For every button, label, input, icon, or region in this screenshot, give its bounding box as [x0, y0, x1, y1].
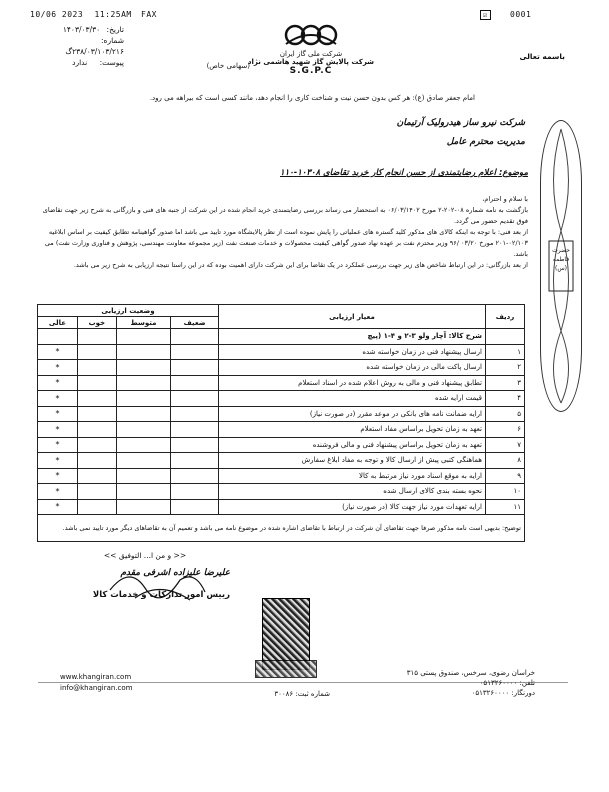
footer-phone: تلفن: ۰۵۱۳۲۶۰۰۰۰ [479, 679, 535, 687]
row-criteria: نحوه بسته بندی کالای ارسال شده [219, 484, 486, 500]
fax-label: FAX [141, 10, 157, 19]
row-criteria: ارایه ضمانت نامه های بانکی در موعد مقرر (در صورت نیاز) [219, 406, 486, 422]
closing: << و من ا... التوفیق >> [103, 551, 187, 560]
table-row [38, 391, 525, 407]
row-criteria: ارایه تعهدات مورد نیاز جهت کالا (در صورت نیاز) [219, 499, 486, 515]
goods-description: شرح کالا: آچار ولو ۳-۲ و ۴-۱ (پیچ [219, 329, 486, 345]
row-number: ۳ [486, 375, 525, 391]
paragraph-2: از بعد فنی: با توجه به اینکه کالای های مذکور کلید گستره های عملیاتی را پایش نموده است از نظر پالایشگاه مورد تایید می باشد اما صدور گواهینامه تطابق کیفیت بر اساس ابلاغیه ۰۲/۱۰۳-۲۰۱ مورخ ۰۳/۲۰ /۹۶ وزیر محترم نفت بر عهده نهاد صدور گواهی کیفیت محصولات و خدمات صنعت نفت (زیر مجموعه معاونت مهندسی، پژوهش و فناوری وزارت نفت) می باشد. [44, 228, 528, 258]
row-criteria: قیمت ارایه شده [219, 391, 486, 407]
evaluation-table [37, 304, 525, 542]
row-number: ۱۰ [486, 484, 525, 500]
table-row [38, 406, 525, 422]
level-weak: ضعیف [171, 317, 219, 329]
header-status: وضعیت ارزیابی [38, 305, 219, 317]
row-criteria: تعهد به زمان تحویل براساس مفاد استعلام [219, 422, 486, 438]
company-line2: شرکت پالایش گاز شهید هاشمی نژاد [247, 58, 375, 66]
fax-time: 11:25AM [94, 10, 132, 19]
row-number: ۲ [486, 360, 525, 376]
stamp-small [255, 660, 317, 678]
row-number: ۱۱ [486, 499, 525, 515]
fax-date: 10/06 2023 [30, 10, 84, 19]
row-criteria: ارسال پاکت مالی در زمان خواسته شده [219, 360, 486, 376]
row-number: ۸ [486, 453, 525, 469]
row-number: ۶ [486, 422, 525, 438]
row-criteria: تطابق پیشنهاد فنی و مالی به روش اعلام شده در اسناد استعلام [219, 375, 486, 391]
row-mark: * [38, 391, 78, 407]
row-mark: * [38, 360, 78, 376]
date-value: ۱۴۰۳/۰۳/۳۰ [62, 25, 101, 34]
row-criteria: تعهد به زمان تحویل براساس پیشنهاد فنی و مالی فروشنده [219, 437, 486, 453]
note-row [38, 515, 525, 542]
table-row [38, 437, 525, 453]
fax-page-number: 0001 [510, 10, 532, 19]
level-good: خوب [77, 317, 116, 329]
row-number: ۷ [486, 437, 525, 453]
nigc-logo-icon [281, 24, 341, 46]
table-row [38, 453, 525, 469]
greeting: با سلام و احترام، [482, 195, 528, 203]
company-line1: شرکت ملی گاز ایران [279, 50, 343, 58]
table-row [38, 422, 525, 438]
row-mark: * [38, 468, 78, 484]
row-mark: * [38, 499, 78, 515]
basmala-text: باسمه تعالی [519, 52, 565, 61]
signatory-name: علیرضا علیزاده اشرفی مقدم [120, 568, 230, 578]
row-number: ۹ [486, 468, 525, 484]
header-row-number: ردیف [486, 305, 525, 329]
table-row [38, 499, 525, 515]
row-number: ۴ [486, 391, 525, 407]
row-mark: * [38, 344, 78, 360]
fax-icon: ☑ [480, 10, 491, 20]
company-header [246, 24, 376, 76]
row-mark: * [38, 406, 78, 422]
row-number: ۵ [486, 406, 525, 422]
table-row [38, 360, 525, 376]
paragraph-3: از بعد بازرگانی: در این ارتباط شاخص های زیر جهت بررسی عملکرد در یک تقاضا برای این شرکت دارای اهمیت بوده که در این راستا نتیجه ارزیابی به شرح زیر می باشد. [73, 261, 528, 269]
table-note: توضیح: بدیهی است نامه مذکور صرفا جهت تقاضای آن شرکت در ارتباط با تقاضای اشاره شده در موضوع نامه می باشد و تعمیم آن به تقاضاهای دیگر مورد تایید نمی باشد. [38, 515, 525, 542]
header-criteria: معیار ارزیابی [219, 305, 486, 329]
recipient-company: شرکت نیرو ساز هیدرولیک آرتیمان [396, 118, 525, 128]
basmala [430, 52, 565, 61]
goods-row [38, 329, 525, 345]
letter-body [40, 194, 528, 271]
table-row [38, 375, 525, 391]
row-criteria: ارایه به موقع اسناد مورد نیاز مرتبط به کالا [219, 468, 486, 484]
ornament-text: حضرت فاطمه (س) [552, 247, 570, 272]
footer-contact [60, 672, 133, 694]
company-acronym: S.G.P.C [289, 66, 333, 76]
level-excellent: عالی [38, 317, 78, 329]
letter-meta [42, 24, 124, 68]
date-label: تاریخ: [106, 25, 124, 34]
side-ornament [540, 120, 582, 412]
row-criteria: ارسال پیشنهاد فنی در زمان خواسته شده [219, 344, 486, 360]
table-row [38, 468, 525, 484]
signatory-title: رییس امور تدارکات و خدمات کالا [92, 590, 230, 600]
row-mark: * [38, 484, 78, 500]
hadith: امام جعفر صادق (ع): هر کس بدون حسن نیت و شناخت کاری را انجام دهد، مانند کسی است که بیراهه می رود. [149, 94, 475, 102]
recipient-title: مدیریت محترم عامل [446, 137, 525, 147]
row-mark: * [38, 375, 78, 391]
footer-reg: شماره ثبت: ۳۰۰۸۶ [274, 690, 330, 698]
row-number: ۱ [486, 344, 525, 360]
number-label: شماره: [101, 36, 124, 45]
footer-address-block [395, 668, 535, 698]
table-row [38, 484, 525, 500]
footer-address: خراسان رضوی، سرخس، صندوق پستی ۳۱۵ [406, 669, 535, 677]
attachment-label: پیوست: [99, 58, 124, 67]
number-value: ۲۳۸/۰۳/۱۰۳/۲۱۶گ [65, 47, 124, 56]
subject: موضوع: اعلام رضایتمندی از حسن انجام کار خرید تقاضای ۱۰۳۰۸-۱۱۰ [280, 168, 528, 178]
table-row [38, 344, 525, 360]
classification: (سهامی خاص) [206, 62, 250, 70]
fax-header [30, 10, 157, 19]
level-average: متوسط [116, 317, 171, 329]
row-mark: * [38, 453, 78, 469]
paragraph-1: بازگشت به نامه شماره ۰۸-۲۰۲-۲ مورخ ۰۶/۰۳/۱۴۰۲ به استحضار می رساند بررسی رضایتمندی خرید انجام شده در این شرکت از جنبه های فنی و بازرگانی به شرح زیر جهت تقاضای فوق تقدیم حضور می گردد. [42, 206, 528, 225]
attachment-value: ندارد [72, 58, 88, 67]
fax-page [480, 10, 531, 19]
row-mark: * [38, 422, 78, 438]
row-mark: * [38, 437, 78, 453]
footer-email[interactable]: info@khangiran.com [60, 684, 133, 692]
signature-scribble-icon [105, 560, 215, 610]
row-criteria: هماهنگی کتبی پیش از ارسال کالا و توجه به مفاد ابلاغ سفارش [219, 453, 486, 469]
footer-web[interactable]: www.khangiran.com [60, 673, 132, 681]
footer-fax: دورنگار: ۰۵۱۳۲۶۰۰۰۰ [471, 689, 535, 697]
